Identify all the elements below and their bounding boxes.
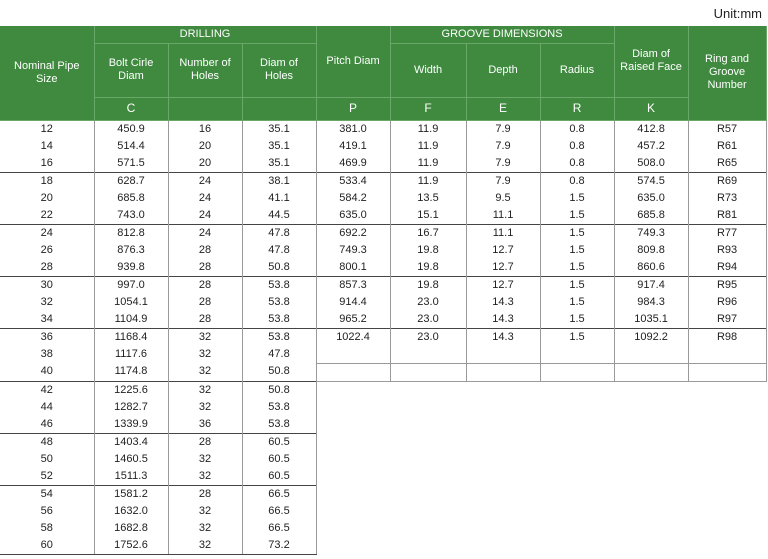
cell-pipe-size: 52 [0, 468, 94, 486]
cell-raised-face-diam: 917.4 [614, 276, 688, 294]
cell-pipe-size: 46 [0, 416, 94, 434]
cell-ring-number: R77 [688, 224, 766, 242]
cell-bolt-circle-diam: 1117.6 [94, 346, 168, 364]
cell-depth: 7.9 [466, 120, 540, 138]
cell-pipe-size: 42 [0, 381, 94, 399]
cell-number-of-holes: 28 [168, 485, 242, 503]
cell-bolt-circle-diam: 1104.9 [94, 311, 168, 329]
header-letter-e: E [466, 97, 540, 120]
cell-pipe-size: 60 [0, 537, 94, 555]
cell-depth: 7.9 [466, 172, 540, 190]
table-row [0, 416, 766, 434]
cell-bolt-circle-diam: 1632.0 [94, 503, 168, 520]
cell-ring-number: R57 [688, 120, 766, 138]
cell-bolt-circle-diam: 685.8 [94, 190, 168, 207]
cell-radius [540, 363, 614, 381]
cell-pipe-size: 26 [0, 242, 94, 259]
cell-number-of-holes: 36 [168, 416, 242, 434]
cell-bolt-circle-diam: 997.0 [94, 276, 168, 294]
cell-pipe-size: 24 [0, 224, 94, 242]
cell-diam-of-holes: 66.5 [242, 520, 316, 537]
header-width: Width [390, 43, 466, 97]
cell-radius: 1.5 [540, 207, 614, 225]
cell-number-of-holes: 32 [168, 381, 242, 399]
cell-pipe-size: 54 [0, 485, 94, 503]
table-row [0, 468, 766, 486]
cell-number-of-holes: 28 [168, 259, 242, 277]
cell-pitch-diam: 800.1 [316, 259, 390, 277]
header-diam-of-holes: Diam of Holes [242, 43, 316, 97]
cell-width: 23.0 [390, 311, 466, 329]
cell-number-of-holes: 28 [168, 276, 242, 294]
cell-pipe-size: 32 [0, 294, 94, 311]
table-row [0, 190, 766, 207]
cell-ring-number: R61 [688, 138, 766, 155]
cell-bolt-circle-diam: 812.8 [94, 224, 168, 242]
cell-pipe-size: 28 [0, 259, 94, 277]
cell-bolt-circle-diam: 514.4 [94, 138, 168, 155]
cell-bolt-circle-diam: 1282.7 [94, 399, 168, 416]
cell-radius: 1.5 [540, 224, 614, 242]
cell-diam-of-holes: 60.5 [242, 468, 316, 486]
cell-diam-of-holes: 53.8 [242, 328, 316, 346]
cell-diam-of-holes: 53.8 [242, 311, 316, 329]
cell-diam-of-holes: 38.1 [242, 172, 316, 190]
header-pitch-diam: Pitch Diam [316, 26, 390, 97]
cell-raised-face-diam: 457.2 [614, 138, 688, 155]
cell-pipe-size: 36 [0, 328, 94, 346]
cell-depth: 11.1 [466, 207, 540, 225]
cell-radius: 0.8 [540, 172, 614, 190]
cell-pipe-size: 56 [0, 503, 94, 520]
cell-radius: 1.5 [540, 242, 614, 259]
cell-number-of-holes: 20 [168, 138, 242, 155]
cell-diam-of-holes: 50.8 [242, 381, 316, 399]
cell-radius: 1.5 [540, 294, 614, 311]
table-row [0, 138, 766, 155]
cell-depth: 9.5 [466, 190, 540, 207]
cell-pipe-size: 14 [0, 138, 94, 155]
table-row [0, 172, 766, 190]
header-blank-holes [168, 97, 242, 120]
cell-number-of-holes: 32 [168, 346, 242, 364]
header-number-of-holes: Number of Holes [168, 43, 242, 97]
header-letter-r: R [540, 97, 614, 120]
cell-diam-of-holes: 53.8 [242, 416, 316, 434]
cell-diam-of-holes: 35.1 [242, 155, 316, 173]
cell-diam-of-holes: 60.5 [242, 451, 316, 468]
cell-raised-face-diam: 508.0 [614, 155, 688, 173]
cell-bolt-circle-diam: 1460.5 [94, 451, 168, 468]
cell-radius: 1.5 [540, 311, 614, 329]
header-bolt-circle-diam: Bolt Cirle Diam [94, 43, 168, 97]
flange-dimensions-table [0, 26, 767, 555]
table-row [0, 328, 766, 346]
cell-bolt-circle-diam: 1339.9 [94, 416, 168, 434]
header-letter-c: C [94, 97, 168, 120]
header-letter-k: K [614, 97, 688, 120]
cell-depth: 7.9 [466, 155, 540, 173]
cell-width: 11.9 [390, 172, 466, 190]
cell-number-of-holes: 28 [168, 433, 242, 451]
cell-raised-face-diam: 685.8 [614, 207, 688, 225]
cell-width: 23.0 [390, 294, 466, 311]
cell-pipe-size: 38 [0, 346, 94, 364]
cell-pitch-diam: 914.4 [316, 294, 390, 311]
cell-ring-number: R69 [688, 172, 766, 190]
cell-ring-number: R97 [688, 311, 766, 329]
cell-bolt-circle-diam: 1682.8 [94, 520, 168, 537]
cell-raised-face-diam [614, 346, 688, 364]
cell-depth: 11.1 [466, 224, 540, 242]
table-header [0, 26, 766, 120]
cell-radius: 0.8 [540, 120, 614, 138]
cell-bolt-circle-diam: 1054.1 [94, 294, 168, 311]
cell-number-of-holes: 24 [168, 172, 242, 190]
table-row [0, 224, 766, 242]
cell-pipe-size: 58 [0, 520, 94, 537]
table-row [0, 503, 766, 520]
cell-width: 11.9 [390, 155, 466, 173]
cell-number-of-holes: 24 [168, 207, 242, 225]
cell-raised-face-diam: 1092.2 [614, 328, 688, 346]
cell-radius: 0.8 [540, 155, 614, 173]
cell-radius: 1.5 [540, 276, 614, 294]
cell-pipe-size: 50 [0, 451, 94, 468]
cell-diam-of-holes: 60.5 [242, 433, 316, 451]
cell-pipe-size: 16 [0, 155, 94, 173]
cell-width: 13.5 [390, 190, 466, 207]
cell-number-of-holes: 28 [168, 242, 242, 259]
header-radius: Radius [540, 43, 614, 97]
cell-depth: 12.7 [466, 259, 540, 277]
cell-bolt-circle-diam: 450.9 [94, 120, 168, 138]
cell-number-of-holes: 28 [168, 311, 242, 329]
cell-raised-face-diam: 809.8 [614, 242, 688, 259]
cell-diam-of-holes: 47.8 [242, 224, 316, 242]
table-row [0, 451, 766, 468]
header-nominal-pipe-size: Nominal Pipe Size [0, 26, 94, 120]
cell-bolt-circle-diam: 1225.6 [94, 381, 168, 399]
cell-pipe-size: 34 [0, 311, 94, 329]
cell-number-of-holes: 32 [168, 328, 242, 346]
table-row [0, 485, 766, 503]
table-row [0, 537, 766, 555]
cell-pitch-diam: 1022.4 [316, 328, 390, 346]
cell-bolt-circle-diam: 1403.4 [94, 433, 168, 451]
cell-raised-face-diam: 574.5 [614, 172, 688, 190]
cell-pitch-diam: 857.3 [316, 276, 390, 294]
cell-pipe-size: 22 [0, 207, 94, 225]
cell-ring-number: R96 [688, 294, 766, 311]
cell-bolt-circle-diam: 876.3 [94, 242, 168, 259]
cell-raised-face-diam: 984.3 [614, 294, 688, 311]
cell-pitch-diam: 965.2 [316, 311, 390, 329]
cell-number-of-holes: 32 [168, 503, 242, 520]
cell-diam-of-holes: 73.2 [242, 537, 316, 555]
cell-diam-of-holes: 47.8 [242, 242, 316, 259]
cell-depth: 14.3 [466, 311, 540, 329]
cell-width: 19.8 [390, 259, 466, 277]
cell-pitch-diam: 381.0 [316, 120, 390, 138]
cell-diam-of-holes: 53.8 [242, 276, 316, 294]
table-row [0, 433, 766, 451]
table-row [0, 520, 766, 537]
cell-diam-of-holes: 50.8 [242, 259, 316, 277]
cell-ring-number [688, 363, 766, 381]
cell-diam-of-holes: 47.8 [242, 346, 316, 364]
cell-ring-number [688, 346, 766, 364]
cell-ring-number: R81 [688, 207, 766, 225]
header-depth: Depth [466, 43, 540, 97]
cell-radius: 0.8 [540, 138, 614, 155]
cell-depth [466, 346, 540, 364]
cell-bolt-circle-diam: 1581.2 [94, 485, 168, 503]
cell-bolt-circle-diam: 1168.4 [94, 328, 168, 346]
cell-number-of-holes: 32 [168, 537, 242, 555]
cell-ring-number: R95 [688, 276, 766, 294]
cell-diam-of-holes: 53.8 [242, 294, 316, 311]
header-blank-diam [242, 97, 316, 120]
cell-bolt-circle-diam: 743.0 [94, 207, 168, 225]
cell-pitch-diam: 749.3 [316, 242, 390, 259]
cell-radius: 1.5 [540, 259, 614, 277]
table-row [0, 207, 766, 225]
cell-pitch-diam [316, 363, 390, 381]
cell-ring-number: R65 [688, 155, 766, 173]
cell-ring-number: R94 [688, 259, 766, 277]
cell-bolt-circle-diam: 1752.6 [94, 537, 168, 555]
cell-diam-of-holes: 50.8 [242, 363, 316, 381]
cell-pitch-diam [316, 346, 390, 364]
cell-pitch-diam: 469.9 [316, 155, 390, 173]
cell-diam-of-holes: 66.5 [242, 485, 316, 503]
cell-number-of-holes: 32 [168, 520, 242, 537]
header-drilling: DRILLING [94, 26, 316, 43]
table-row [0, 242, 766, 259]
cell-bolt-circle-diam: 628.7 [94, 172, 168, 190]
cell-number-of-holes: 16 [168, 120, 242, 138]
cell-ring-number: R93 [688, 242, 766, 259]
cell-width: 15.1 [390, 207, 466, 225]
cell-pitch-diam: 419.1 [316, 138, 390, 155]
cell-pipe-size: 12 [0, 120, 94, 138]
cell-pipe-size: 40 [0, 363, 94, 381]
table-row [0, 155, 766, 173]
cell-raised-face-diam: 412.8 [614, 120, 688, 138]
cell-raised-face-diam: 1035.1 [614, 311, 688, 329]
cell-width: 23.0 [390, 328, 466, 346]
table-row [0, 381, 766, 399]
cell-pipe-size: 20 [0, 190, 94, 207]
header-diam-raised-face: Diam of Raised Face [614, 26, 688, 97]
cell-number-of-holes: 24 [168, 224, 242, 242]
table-body [0, 120, 766, 554]
cell-width: 16.7 [390, 224, 466, 242]
cell-pipe-size: 48 [0, 433, 94, 451]
cell-diam-of-holes: 53.8 [242, 399, 316, 416]
cell-width [390, 346, 466, 364]
cell-width: 11.9 [390, 120, 466, 138]
cell-pitch-diam: 533.4 [316, 172, 390, 190]
cell-pipe-size: 30 [0, 276, 94, 294]
cell-width: 11.9 [390, 138, 466, 155]
cell-depth: 14.3 [466, 294, 540, 311]
table-row [0, 363, 766, 381]
cell-radius: 1.5 [540, 190, 614, 207]
unit-label: Unit:mm [713, 6, 762, 21]
cell-bolt-circle-diam: 1174.8 [94, 363, 168, 381]
cell-number-of-holes: 24 [168, 190, 242, 207]
cell-width [390, 363, 466, 381]
cell-radius: 1.5 [540, 328, 614, 346]
cell-diam-of-holes: 35.1 [242, 120, 316, 138]
cell-pitch-diam: 692.2 [316, 224, 390, 242]
cell-pipe-size: 18 [0, 172, 94, 190]
cell-raised-face-diam: 860.6 [614, 259, 688, 277]
cell-bolt-circle-diam: 571.5 [94, 155, 168, 173]
cell-raised-face-diam [614, 363, 688, 381]
cell-depth: 12.7 [466, 276, 540, 294]
table-row [0, 346, 766, 364]
header-groove-dimensions: GROOVE DIMENSIONS [390, 26, 614, 43]
header-letter-p: P [316, 97, 390, 120]
cell-raised-face-diam: 749.3 [614, 224, 688, 242]
table-row [0, 120, 766, 138]
cell-depth: 14.3 [466, 328, 540, 346]
cell-diam-of-holes: 44.5 [242, 207, 316, 225]
cell-number-of-holes: 32 [168, 399, 242, 416]
cell-bolt-circle-diam: 1511.3 [94, 468, 168, 486]
cell-raised-face-diam: 635.0 [614, 190, 688, 207]
cell-diam-of-holes: 66.5 [242, 503, 316, 520]
cell-number-of-holes: 32 [168, 363, 242, 381]
cell-ring-number: R98 [688, 328, 766, 346]
cell-diam-of-holes: 41.1 [242, 190, 316, 207]
cell-radius [540, 346, 614, 364]
header-letter-f: F [390, 97, 466, 120]
cell-depth: 12.7 [466, 242, 540, 259]
cell-diam-of-holes: 35.1 [242, 138, 316, 155]
cell-bolt-circle-diam: 939.8 [94, 259, 168, 277]
table-row [0, 399, 766, 416]
header-ring-groove-number: Ring and Groove Number [688, 26, 766, 120]
table-row [0, 294, 766, 311]
cell-width: 19.8 [390, 242, 466, 259]
cell-number-of-holes: 20 [168, 155, 242, 173]
cell-pitch-diam: 635.0 [316, 207, 390, 225]
cell-number-of-holes: 32 [168, 468, 242, 486]
cell-number-of-holes: 32 [168, 451, 242, 468]
table-row [0, 276, 766, 294]
cell-depth [466, 363, 540, 381]
cell-pitch-diam: 584.2 [316, 190, 390, 207]
cell-number-of-holes: 28 [168, 294, 242, 311]
cell-ring-number: R73 [688, 190, 766, 207]
cell-width: 19.8 [390, 276, 466, 294]
table-row [0, 311, 766, 329]
cell-pipe-size: 44 [0, 399, 94, 416]
table-row [0, 259, 766, 277]
cell-depth: 7.9 [466, 138, 540, 155]
